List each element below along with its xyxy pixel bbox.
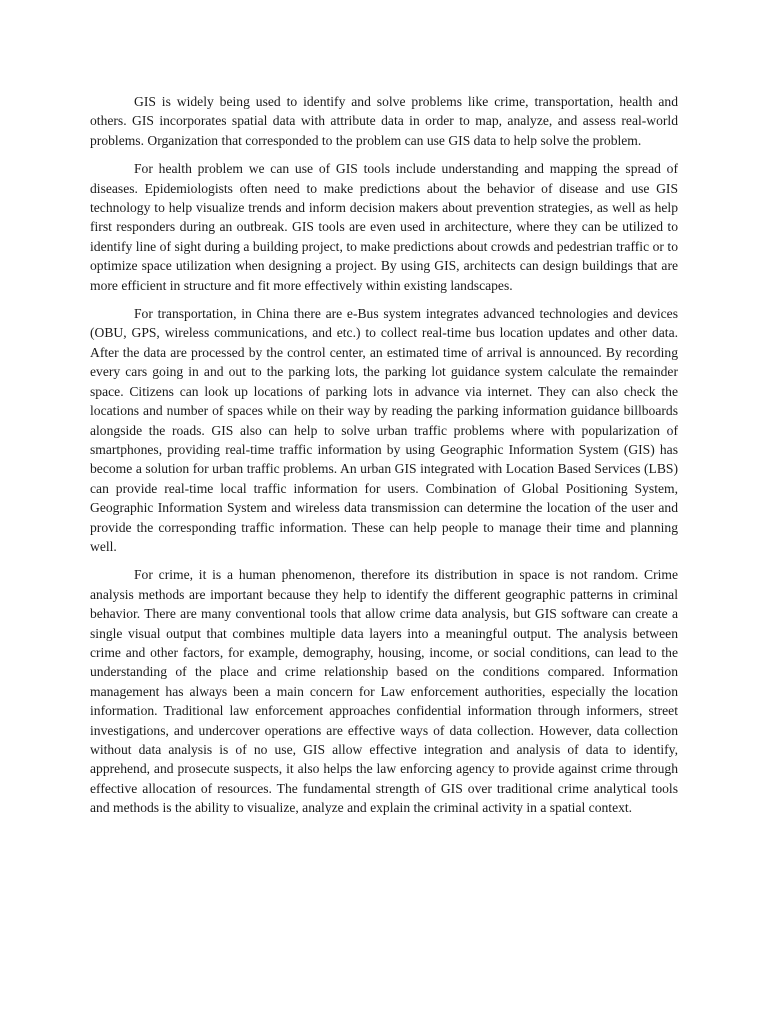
- paragraph-crime: For crime, it is a human phenomenon, therefore its distribution in space is not random. Crime analysis methods are important because they help to identify the different geographic patterns in criminal behavior. There are many conventional tools that allow crime data analysis, but GIS software can create a single visual output that combines multiple data layers into a meaningful output. The analysis between crime and other factors, for example, demography, housing, income, or social conditions, can lead to the understanding of the place and crime relationship based on the conditions compared. Information management has always been a main concern for Law enforcement authorities, especially the location information. Traditional law enforcement approaches confidential information through informers, street investigations, and undercover operations are effective ways of data collection. However, data collection without data analysis is of no use, GIS allow effective integration and analysis of data to identify, apprehend, and prosecute suspects, it also helps the law enforcing agency to provide against crime through effective allocation of resources. The fundamental strength of GIS over traditional crime analytical tools and methods is the ability to visualize, analyze and explain the criminal activity in a spatial context.: [90, 567, 678, 816]
- paragraph-transportation: For transportation, in China there are e-Bus system integrates advanced technologies and devices (OBU, GPS, wireless communications, and etc.) to collect real-time bus location updates and other data. After the data are processed by the control center, an estimated time of arrival is announced. By recording every cars going in and out to the parking lots, the parking lot guidance system calculate the remainder space. Citizens can look up locations of parking lots in advance via internet. They can also check the locations and number of spaces while on their way by reading the parking information guidance billboards alongside the roads. GIS also can help to solve urban traffic problems where with popularization of smartphones, providing real-time traffic information by using Geographic Information System (GIS) has become a solution for urban traffic problems. An urban GIS integrated with Location Based Services (LBS) can provide real-time local traffic information for users. Combination of Global Positioning System, Geographic Information System and wireless data transmission can determine the location of the user and provide the corresponding traffic information. These can help people to manage their time and planning well.: [90, 306, 678, 554]
- paragraph-health: For health problem we can use of GIS tools include understanding and mapping the spread of diseases. Epidemiologists often need to make predictions about the behavior of disease and use GIS technology to help visualize trends and inform decision makers about prevention strategies, as well as help first responders during an outbreak. GIS tools are even used in architecture, where they can be utilized to identify line of sight during a building project, to make predictions about crowds and pedestrian traffic or to optimize space utilization when designing a project. By using GIS, architects can design buildings that are more efficient in structure and fit more effectively within existing landscapes.: [90, 161, 678, 293]
- paragraph-intro: GIS is widely being used to identify and solve problems like crime, transportation, health and others. GIS incorporates spatial data with attribute data in order to map, analyze, and assess real-world problems. Organization that corresponded to the problem can use GIS data to help solve the problem.: [90, 94, 678, 148]
